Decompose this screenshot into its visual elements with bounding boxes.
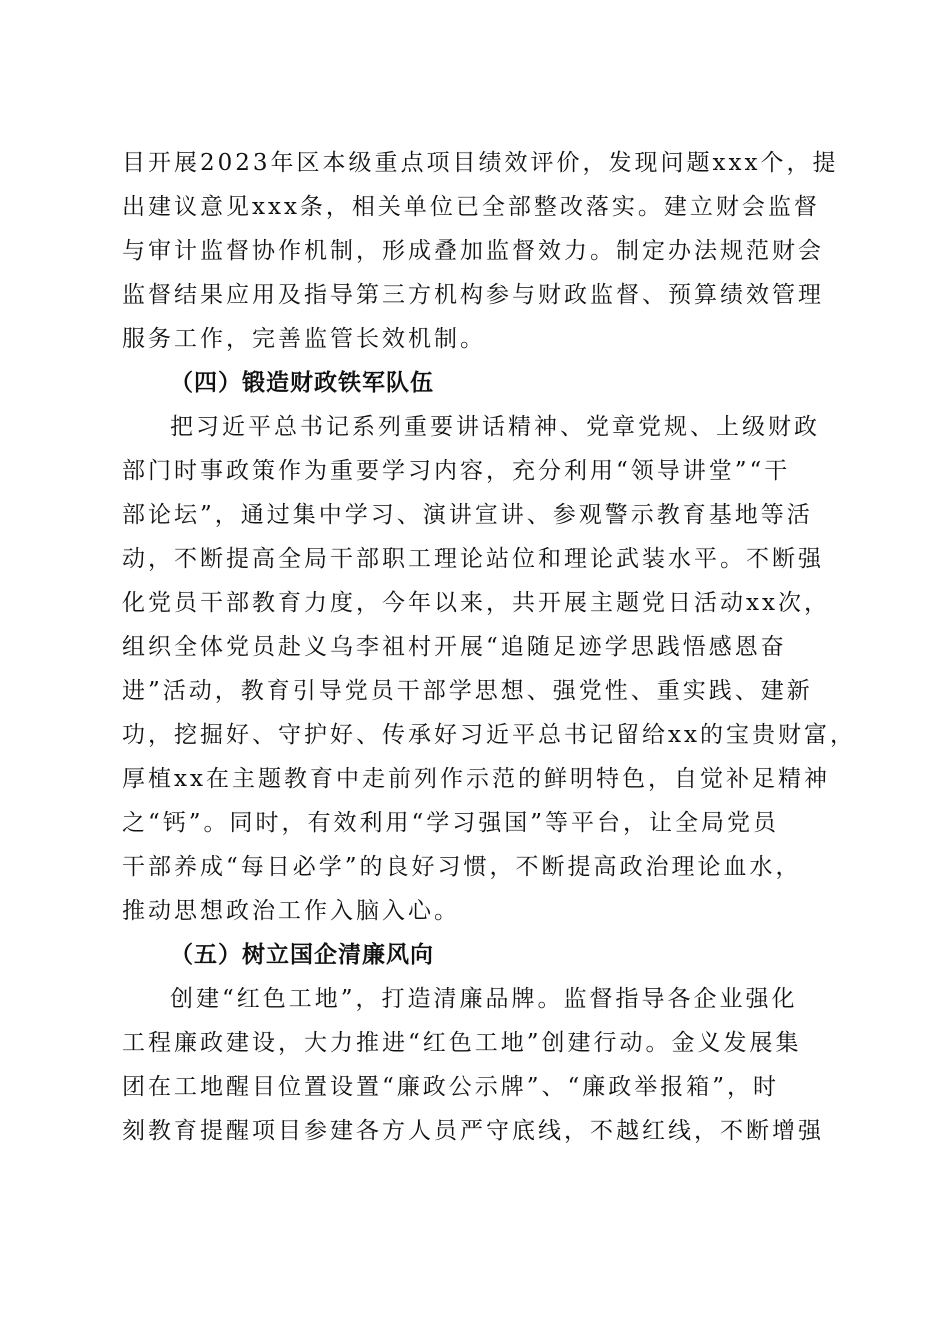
paragraph-line: 部论坛”，通过集中学习、演讲宣讲、参观警示教育基地等活 <box>122 502 813 528</box>
paragraph-line: 监督结果应用及指导第三方机构参与财政监督、预算绩效管理 <box>122 282 824 308</box>
section-heading: （四）锻造财政铁军队伍 <box>170 370 434 396</box>
section-heading: （五）树立国企清廉风向 <box>170 942 434 968</box>
paragraph-line: 之“钙”。同时，有效利用“学习强国”等平台，让全局党员 <box>122 810 780 836</box>
paragraph-line: 动，不断提高全局干部职工理论站位和理论武装水平。不断强 <box>122 546 824 572</box>
paragraph-line: 厚植xx在主题教育中走前列作示范的鲜明特色，自觉补足精神 <box>122 766 830 792</box>
paragraph-line: 创建“红色工地”，打造清廉品牌。监督指导各企业强化 <box>170 986 798 1012</box>
paragraph-line: 与审计监督协作机制，形成叠加监督效力。制定办法规范财会 <box>122 238 824 264</box>
paragraph-line: 化党员干部教育力度，今年以来，共开展主题党日活动xx次， <box>122 590 830 616</box>
paragraph-line: 功，挖掘好、守护好、传承好习近平总书记留给xx的宝贵财富， <box>122 722 856 748</box>
paragraph-line: 把习近平总书记系列重要讲话精神、党章党规、上级财政 <box>170 414 820 440</box>
paragraph-line: 进”活动，教育引导党员干部学思想、强党性、重实践、建新 <box>122 678 813 704</box>
paragraph-line: 推动思想政治工作入脑入心。 <box>122 898 460 924</box>
paragraph-line: 组织全体党员赴义乌李祖村开展“追随足迹学思践悟感恩奋 <box>122 634 787 660</box>
paragraph-line: 干部养成“每日必学”的良好习惯，不断提高政治理论血水， <box>122 854 802 880</box>
paragraph-line: 部门时事政策作为重要学习内容，充分利用“领导讲堂”“干 <box>122 458 791 484</box>
paragraph-line: 团在工地醒目位置设置“廉政公示牌”、“廉政举报箱”，时 <box>122 1074 780 1100</box>
paragraph-line: 服务工作，完善监管长效机制。 <box>122 326 486 352</box>
paragraph-line: 出建议意见xxx条，相关单位已全部整改落实。建立财会监督 <box>122 194 820 220</box>
paragraph-line: 目开展2023年区本级重点项目绩效评价，发现问题xxx个，提 <box>122 150 839 176</box>
paragraph-line: 刻教育提醒项目参建各方人员严守底线，不越红线，不断增强 <box>122 1118 824 1144</box>
paragraph-line: 工程廉政建设，大力推进“红色工地”创建行动。金义发展集 <box>122 1030 802 1056</box>
